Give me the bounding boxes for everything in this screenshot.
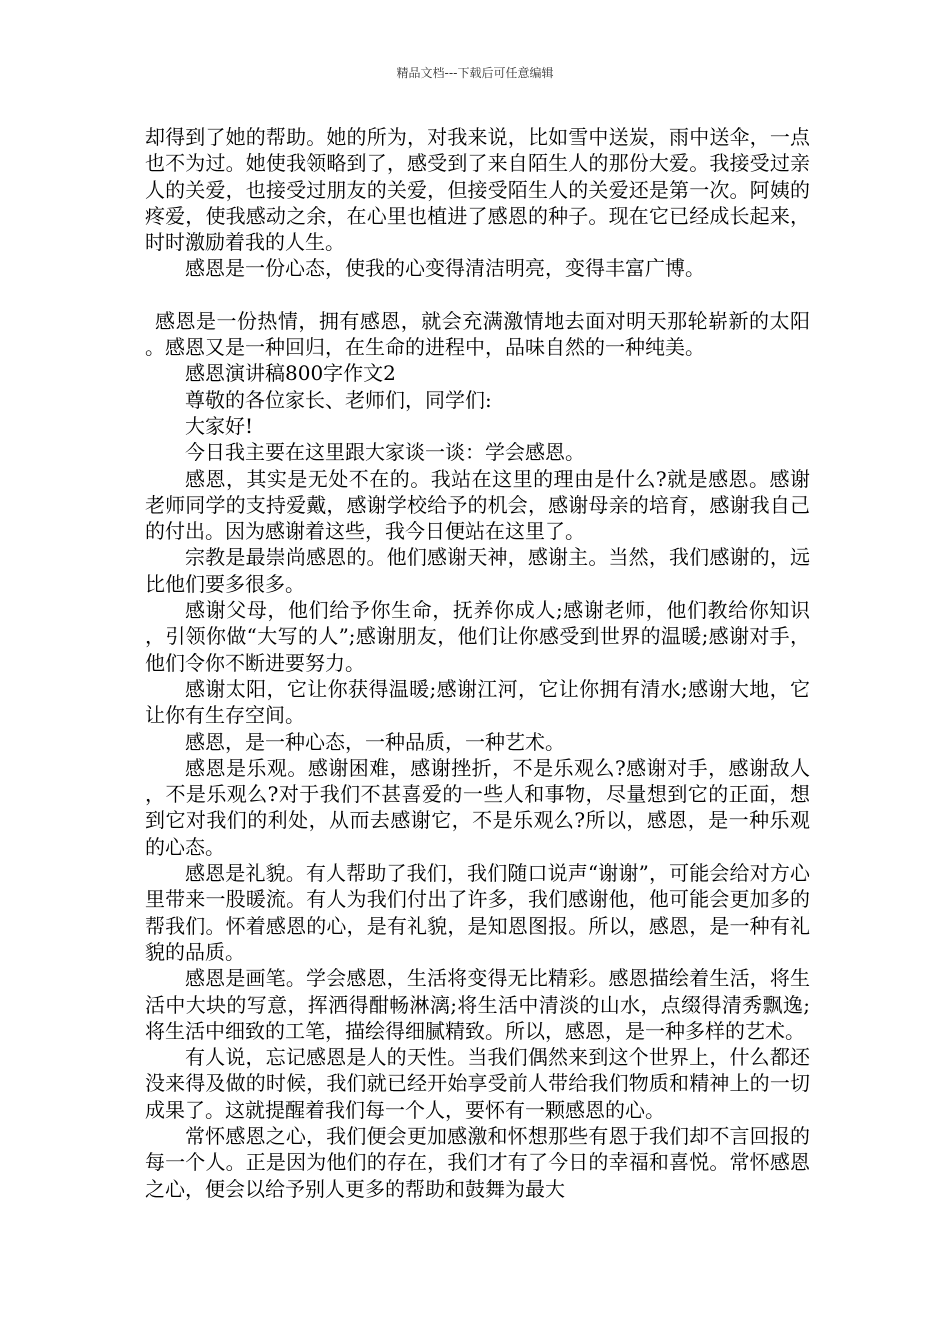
- paragraph-6: 感谢父母，他们给予你生命，抚养你成人;感谢老师，他们教给你知识，引领你做“大写的人”;感谢朋友，他们让你感受到世界的温暖;感谢对手，他们令你不断进要努力。: [145, 598, 810, 675]
- paragraph-spacer: [145, 282, 810, 308]
- page-header: 精品文档---下载后可任意编辑: [396, 66, 554, 80]
- paragraph-2: 感恩是一份心态，使我的心变得清洁明亮，变得丰富广博。: [185, 256, 705, 281]
- paragraph-12: 有人说，忘记感恩是人的天性。当我们偶然来到这个世界上，什么都还没来得及做的时候，我们就已经开始享受前人带给我们物质和精神上的一切成果了。这就提醒着我们每一个人，要怀有一颗感恩的心。: [145, 1045, 810, 1122]
- paragraph-8: 感恩，是一种心态，一种品质，一种艺术。: [185, 729, 565, 754]
- paragraph-3: 感恩是一份热情，拥有感恩，就会充满激情地去面对明天那轮崭新的太阳。感恩又是一种回归，在生命的进程中，品味自然的一种纯美。: [145, 308, 810, 360]
- paragraph-5: 宗教是最崇尚感恩的。他们感谢天神，感谢主。当然，我们感谢的，远比他们要多很多。: [145, 545, 810, 596]
- paragraph-10: 感恩是礼貌。有人帮助了我们，我们随口说声“谢谢”，可能会给对方心里带来一股暖流。有人为我们付出了许多，我们感谢他，他可能会更加多的帮我们。怀着感恩的心，是有礼貌，是知恩图报。所以，感恩，是一种有礼貌的品质。: [145, 861, 810, 964]
- paragraph-4: 感恩，其实是无处不在的。我站在这里的理由是什么?就是感恩。感谢老师同学的支持爱戴，感谢学校给予的机会，感谢母亲的培育，感谢我自己的付出。因为感谢着这些，我今日便站在这里了。: [145, 466, 810, 544]
- paragraph-7: 感谢太阳，它让你获得温暖;感谢江河，它让你拥有清水;感谢大地，它让你有生存空间。: [145, 676, 810, 728]
- document-body: [145, 124, 810, 1202]
- paragraph-topic: 今日我主要在这里跟大家谈一谈：学会感恩。: [185, 440, 585, 465]
- greeting: 大家好!: [185, 413, 254, 438]
- paragraph-11: 感恩是画笔。学会感恩，生活将变得无比精彩。感恩描绘着生活，将生活中大块的写意，挥洒得酣畅淋漓;将生活中清淡的山水，点缀得清秀飘逸;将生活中细致的工笔，描绘得细腻精致。所以，感恩，是一种多样的艺术。: [145, 966, 810, 1043]
- paragraph-1: 却得到了她的帮助。她的所为，对我来说，比如雪中送炭，雨中送伞，一点也不为过。她使我领略到了，感受到了来自陌生人的那份大爱。我接受过亲人的关爱，也接受过朋友的关爱，但接受陌生人的关爱还是第一次。阿姨的疼爱，使我感动之余，在心里也植进了感恩的种子。现在它已经成长起来，时时激励着我的人生。: [145, 125, 810, 255]
- section-title: 感恩演讲稿800字作文2: [185, 361, 396, 386]
- salutation: 尊敬的各位家长、老师们，同学们:: [185, 387, 492, 412]
- paragraph-9: 感恩是乐观。感谢困难，感谢挫折，不是乐观么?感谢对手，感谢敌人，不是乐观么?对于我们不甚喜爱的一些人和事物，尽量想到它的正面，想到它对我们的利处，从而去感谢它，不是乐观么?所以，感恩，是一种乐观的心态。: [145, 755, 810, 859]
- paragraph-13: 常怀感恩之心，我们便会更加感激和怀想那些有恩于我们却不言回报的每一个人。正是因为他们的存在，我们才有了今日的幸福和喜悦。常怀感恩之心，便会以给予别人更多的帮助和鼓舞为最大: [145, 1123, 810, 1201]
